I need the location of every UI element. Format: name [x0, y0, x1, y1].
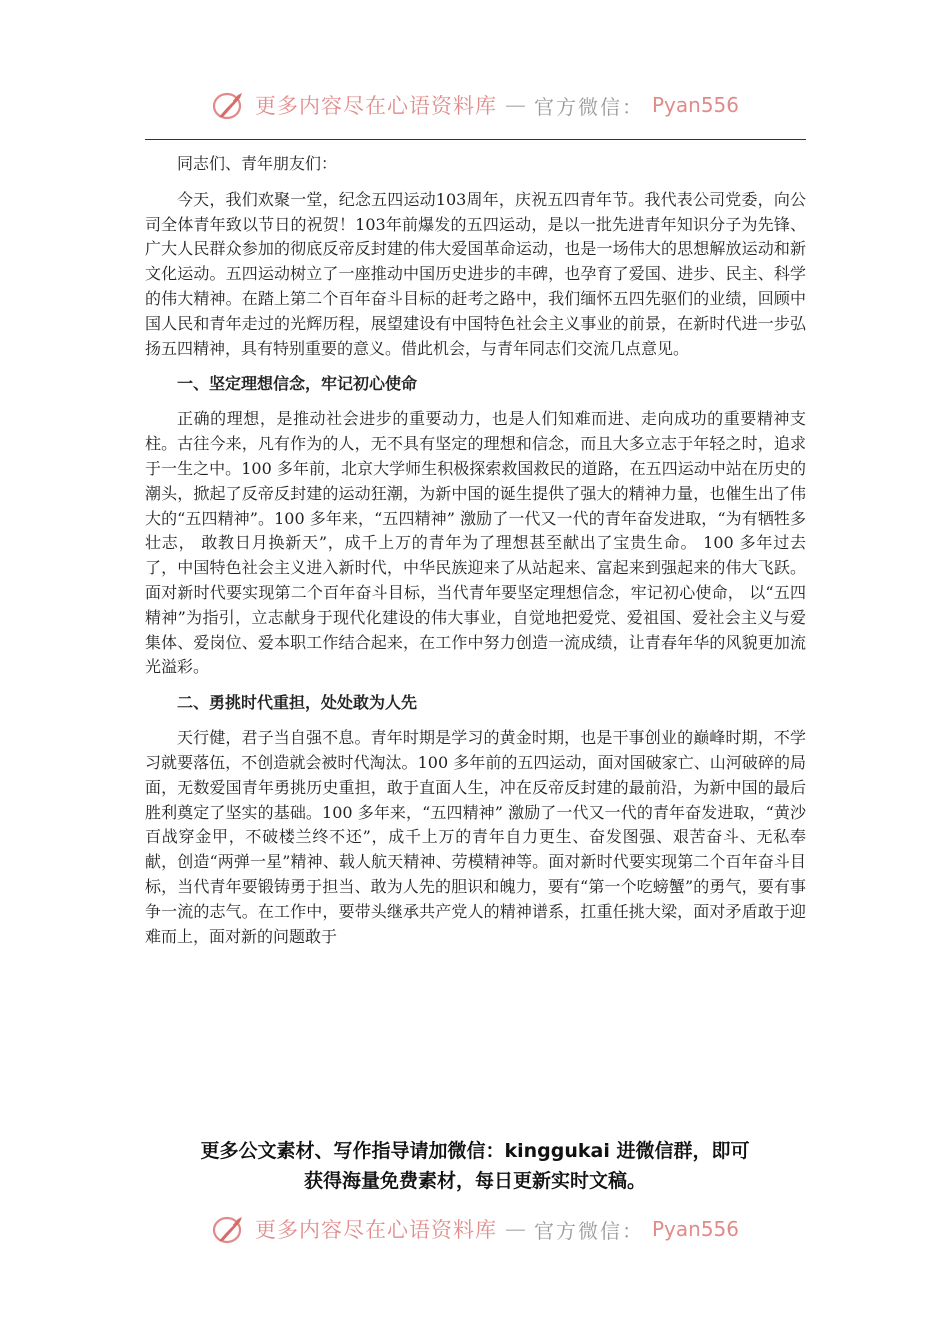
promo-notice	[140, 1136, 810, 1196]
promo-line-2: 获得海量免费素材，每日更新实时文稿。	[303, 1170, 646, 1192]
section-2-paragraph: 天行健，君子当自强不息。青年时期是学习的黄金时期，也是干事创业的巅峰时期，不学习就要落伍，不创造就会被时代淘汰。100 多年前的五四运动，面对国破家亡、山河破碎的局面，无数爱国青年勇挑历史重担，敢于直面人生，冲在反帝反封建的最前沿，为新中国的最后胜利奠定了坚实的基础。100 多年来，“五四精神” 激励了一代又一代的青年奋发进取，“黄沙百战穿金甲，不破楼兰终不还”，成千上万的青年自力更生、奋发图强、艰苦奋斗、无私奉献，创造“两弹一星”精神、载人航天精神、劳模精神等。面对新时代要实现第二个百年奋斗目标，当代青年要锻铸勇于担当、敢为人先的胆识和魄力，要有“第一个吃螃蟹”的勇气，要有事争一流的志气。在工作中，要带头继承共产党人的精神谱系，扛重任挑大梁，面对矛盾敢于迎难而上，面对新的问题敢于	[145, 728, 806, 946]
greeting: 同志们、青年朋友们：	[177, 154, 338, 173]
intro-paragraph: 今天，我们欢聚一堂，纪念五四运动103周年，庆祝五四青年节。我代表公司党委，向公司全体青年致以节日的祝贺！103年前爆发的五四运动，是以一批先进青年知识分子为先锋、广大人民群众参加的彻底反帝反封建的伟大爱国革命运动，也是一场伟大的思想解放运动和新文化运动。五四运动树立了一座推动中国历史进步的丰碑，也孕育了爱国、进步、民主、科学的伟大精神。在踏上第二个百年奋斗目标的赶考之路中，我们缅怀五四先驱们的业绩，回顾中国人民和青年走过的光辉历程，展望建设有中国特色社会主义事业的前景，在新时代进一步弘扬五四精神，具有特别重要的意义。借此机会，与青年同志们交流几点意见。	[145, 189, 806, 358]
banner-dash: —	[504, 93, 526, 117]
footer-wechat-id: Pyan556	[651, 1217, 739, 1241]
section-heading-2: 二、勇挑时代重担，处处敢为人先	[177, 693, 418, 713]
quill-pen-logo-icon	[211, 87, 247, 123]
footer-brand: 更多内容尽在心语资料库	[254, 1218, 497, 1242]
footer-banner	[0, 1204, 950, 1254]
footer-official-label: 官方微信：	[533, 1218, 644, 1243]
header-divider	[145, 139, 806, 140]
banner-wechat-id: Pyan556	[651, 93, 739, 117]
promo-line-1: 更多公文素材、写作指导请加微信：kinggukai 进微信群，即可	[200, 1140, 750, 1162]
quill-pen-logo-icon	[211, 1211, 247, 1247]
header-banner	[0, 80, 950, 130]
banner-brand: 更多内容尽在心语资料库	[254, 94, 497, 118]
section-heading-1: 一、坚定理想信念，牢记初心使命	[177, 374, 418, 394]
banner-official-label: 官方微信：	[533, 94, 644, 119]
section-1-paragraph: 正确的理想，是推动社会进步的重要动力，也是人们知难而进、走向成功的重要精神支柱。古往今来，凡有作为的人，无不具有坚定的理想和信念，而且大多立志于年轻之时，追求于一生之中。100 多年前，北京大学师生积极探索救国救民的道路，在五四运动中站在历史的潮头，掀起了反帝反封建的运动狂潮，为新中国的诞生提供了强大的精神力量，也催生出了伟大的“五四精神”。100 多年来，“五四精神” 激励了一代又一代的青年奋发进取，“为有牺牲多壮志， 敢教日月换新天”，成千上万的青年为了理想甚至献出了宝贵生命。 100 多年过去了，中国特色社会主义进入新时代，中华民族迎来了从站起来、富起来到强起来的伟大飞跃。面对新时代要实现第二个百年奋斗目标，当代青年要坚定理想信念，牢记初心使命， 以“五四精神”为指引，立志献身于现代化建设的伟大事业，自觉地把爱党、爱祖国、爱社会主义与爱集体、爱岗位、爱本职工作结合起来，在工作中努力创造一流成绩，让青春年华的风貌更加流光溢彩。	[145, 409, 806, 677]
footer-dash: —	[504, 1217, 526, 1241]
document-body	[145, 152, 806, 959]
